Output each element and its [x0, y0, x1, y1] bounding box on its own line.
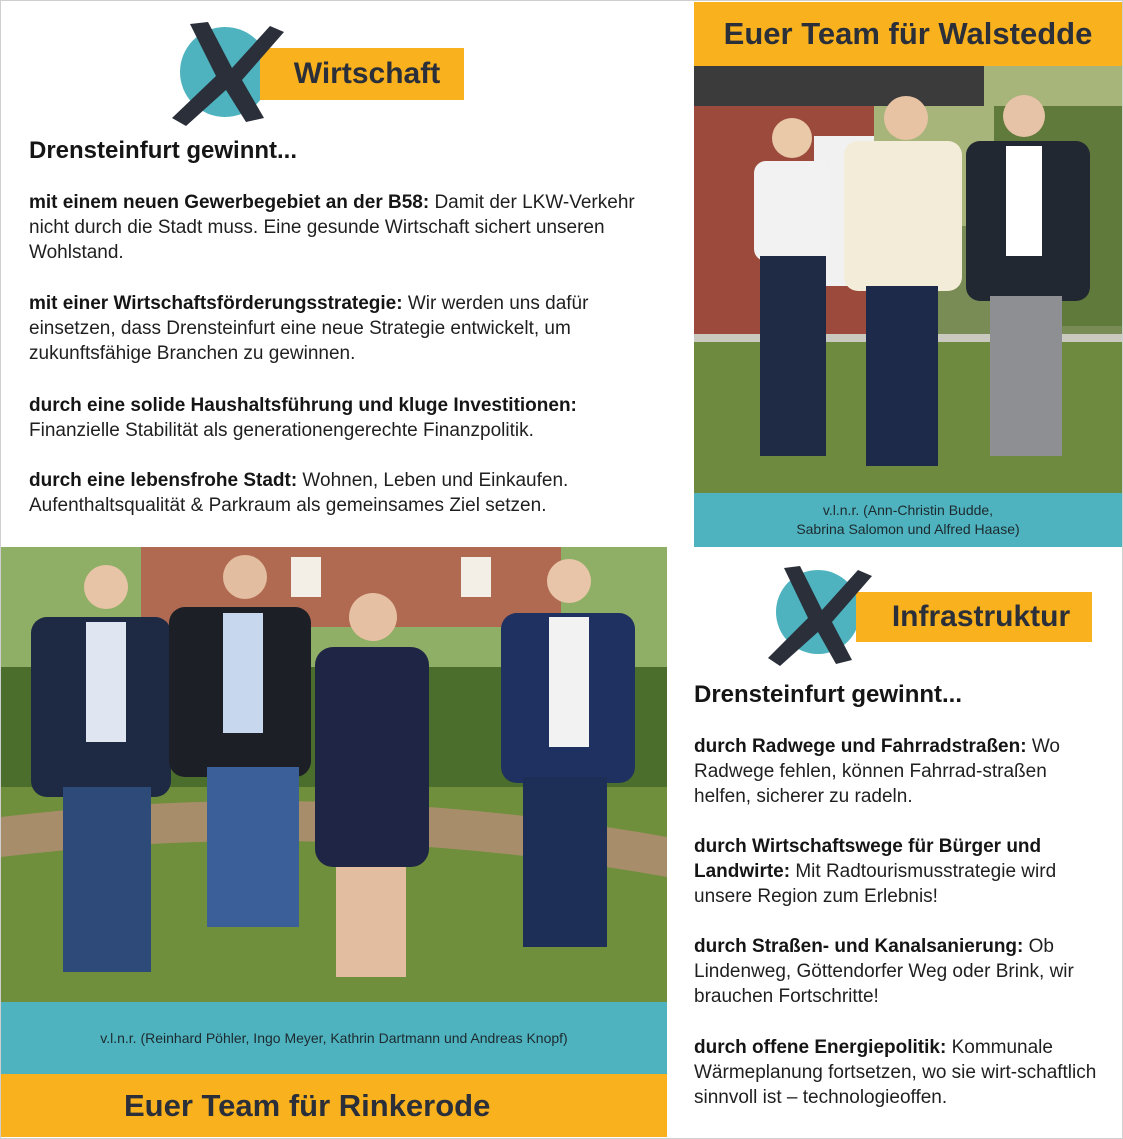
infrastruktur-item — [694, 834, 1099, 909]
item-text: Damit der LKW-Verkehr nicht durch die Stadt muss. Eine gesunde Wirtschaft sichert unseren Wohlstand. — [29, 192, 635, 263]
wirtschaft-item — [29, 291, 659, 366]
infrastruktur-logo — [764, 562, 1094, 672]
infrastruktur-label: Infrastruktur — [856, 592, 1092, 642]
walstedde-team-photo — [694, 66, 1122, 493]
item-title: mit einem neuen Gewerbegebiet an der B58: — [29, 192, 430, 213]
infrastruktur-item — [694, 934, 1089, 1009]
item-title: durch eine lebensfrohe Stadt: — [29, 470, 298, 491]
item-title: mit einer Wirtschaftsförderungsstrategie: — [29, 293, 403, 314]
item-text: Wir werden uns dafür einsetzen, dass Drensteinfurt eine neue Strategie entwickelt, um zukunftsfähige Branchen zu gewinnen. — [29, 293, 589, 364]
infrastruktur-heading: Drensteinfurt gewinnt... — [694, 681, 963, 708]
item-text: Ob Lindenweg, Göttendorfer Weg oder Brink, wir brauchen Fortschritte! — [694, 936, 1074, 1007]
rinkerode-team-photo — [1, 547, 667, 1002]
item-title: durch offene Energiepolitik: — [694, 1037, 947, 1058]
item-title: durch eine solide Haushaltsführung und kluge Investitionen: — [29, 395, 577, 416]
walstedde-title: Euer Team für Walstedde — [694, 2, 1122, 66]
cross-mark-icon — [764, 562, 874, 668]
caption-line: v.l.n.r. (Ann-Christin Budde, — [822, 502, 994, 518]
infrastruktur-item — [694, 1035, 1104, 1110]
rinkerode-title: Euer Team für Rinkerode — [1, 1074, 667, 1137]
item-text: Mit Radtourismusstrategie wird unsere Region zum Erlebnis! — [694, 861, 1057, 907]
wirtschaft-label: Wirtschaft — [260, 48, 464, 100]
wirtschaft-item — [29, 190, 659, 265]
wirtschaft-heading: Drensteinfurt gewinnt... — [29, 137, 298, 164]
infrastruktur-item — [694, 734, 1089, 809]
caption-line: Sabrina Salomon und Alfred Haase) — [796, 521, 1020, 537]
item-title: durch Wirtschaftswege für Bürger und Landwirte: — [694, 836, 1042, 882]
item-text: Finanzielle Stabilität als generationengerechte Finanzpolitik. — [29, 420, 534, 441]
item-text: Kommunale Wärmeplanung fortsetzen, wo sie wirt-schaftlich sinnvoll ist – technologieoffen. — [694, 1037, 1097, 1108]
wirtschaft-item — [29, 468, 659, 518]
item-title: durch Radwege und Fahrradstraßen: — [694, 736, 1027, 757]
item-text: Wo Radwege fehlen, können Fahrrad-straßen helfen, sicherer zu radeln. — [694, 736, 1060, 807]
wirtschaft-item — [29, 393, 664, 443]
wirtschaft-logo — [168, 18, 468, 128]
rinkerode-caption: v.l.n.r. (Reinhard Pöhler, Ingo Meyer, Kathrin Dartmann und Andreas Knopf) — [1, 1002, 667, 1074]
walstedde-caption — [694, 493, 1122, 547]
item-text: Wohnen, Leben und Einkaufen. Aufenthaltsqualität & Parkraum als gemeinsames Ziel setzen. — [29, 470, 569, 516]
item-title: durch Straßen- und Kanalsanierung: — [694, 936, 1024, 957]
cross-mark-icon — [168, 18, 288, 128]
